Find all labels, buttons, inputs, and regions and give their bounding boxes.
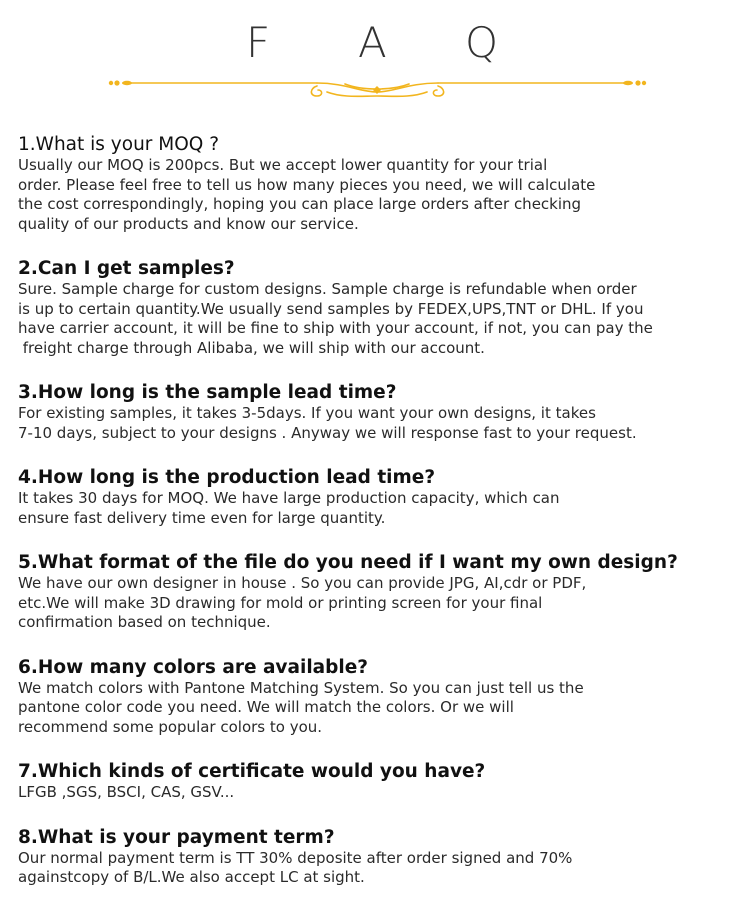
faq-item (18, 761, 738, 803)
faq-answer-line: pantone color code you need. We will match the colors. Or we will (18, 698, 514, 716)
faq-answer (18, 489, 738, 528)
faq-answer-line: confirmation based on technique. (18, 613, 271, 631)
faq-item (18, 657, 738, 738)
faq-item (18, 382, 738, 443)
faq-question: 5.What format of the file do you need if I want my own design? (18, 552, 678, 573)
faq-question: 1.What is your MOQ ? (18, 134, 220, 155)
faq-answer-line: For existing samples, it takes 3-5days. If you want your own designs, it takes (18, 404, 596, 422)
faq-answer-line: Our normal payment term is TT 30% deposite after order signed and 70% (18, 848, 573, 867)
title-letter-a: A (358, 18, 387, 67)
faq-answer-line: It takes 30 days for MOQ. We have large production capacity, which can (18, 489, 560, 507)
faq-answer (18, 280, 738, 358)
faq-question: 6.How many colors are available? (18, 656, 369, 678)
faq-answer (18, 849, 738, 888)
faq-item (18, 467, 738, 528)
faq-header (0, 0, 750, 110)
faq-answer-line: recommend some popular colors to you. (18, 717, 323, 736)
gold-ornament-divider (105, 74, 650, 104)
faq-answer-line: is up to certain quantity.We usually send samples by FEDEX,UPS,TNT or DHL. If you (18, 299, 644, 318)
faq-answer-line: etc.We will make 3D drawing for mold or printing screen for your final (18, 593, 543, 612)
faq-answer-line: againstcopy of B/L.We also accept LC at sight. (18, 868, 365, 886)
faq-answer-line: quality of our products and know our service. (18, 214, 359, 233)
faq-answer-line: LFGB ,SGS, BSCI, CAS, GSV... (18, 783, 235, 801)
faq-item (18, 827, 738, 888)
faq-answer-line: 7-10 days, subject to your designs . Anyway we will response fast to your request. (18, 423, 637, 442)
faq-answer-line: ensure fast delivery time even for large quantity. (18, 508, 386, 527)
faq-answer-line: We match colors with Pantone Matching System. So you can just tell us the (18, 678, 584, 697)
faq-answer (18, 679, 738, 738)
faq-answer-line: the cost correspondingly, hoping you can place large orders after checking (18, 195, 582, 213)
faq-question: 3.How long is the sample lead time? (18, 382, 397, 403)
faq-answer-line: have carrier account, it will be fine to ship with your account, if not, you can pay the (18, 319, 653, 337)
faq-answer-line: Usually our MOQ is 200pcs. But we accept lower quantity for your trial (18, 156, 548, 174)
faq-answer (18, 404, 738, 443)
faq-question: 7.Which kinds of certificate would you have? (18, 761, 486, 782)
faq-answer (18, 783, 738, 803)
faq-item (18, 134, 738, 234)
faq-answer (18, 574, 738, 633)
faq-item (18, 552, 738, 633)
faq-answer (18, 156, 738, 234)
title-letter-f: F (246, 18, 271, 67)
faq-question: 8.What is your payment term? (18, 826, 335, 848)
faq-answer-line: order. Please feel free to tell us how many pieces you need, we will calculate (18, 175, 596, 194)
title-letter-q: Q (465, 18, 499, 67)
faq-question: 4.How long is the production lead time? (18, 467, 436, 488)
faq-list (18, 134, 738, 888)
faq-answer-line: We have our own designer in house . So you can provide JPG, AI,cdr or PDF, (18, 574, 587, 592)
faq-answer-line: Sure. Sample charge for custom designs. Sample charge is refundable when order (18, 280, 637, 298)
faq-question: 2.Can I get samples? (18, 258, 235, 279)
faq-answer-line: freight charge through Alibaba, we will ship with our account. (18, 338, 485, 357)
faq-item (18, 258, 738, 358)
